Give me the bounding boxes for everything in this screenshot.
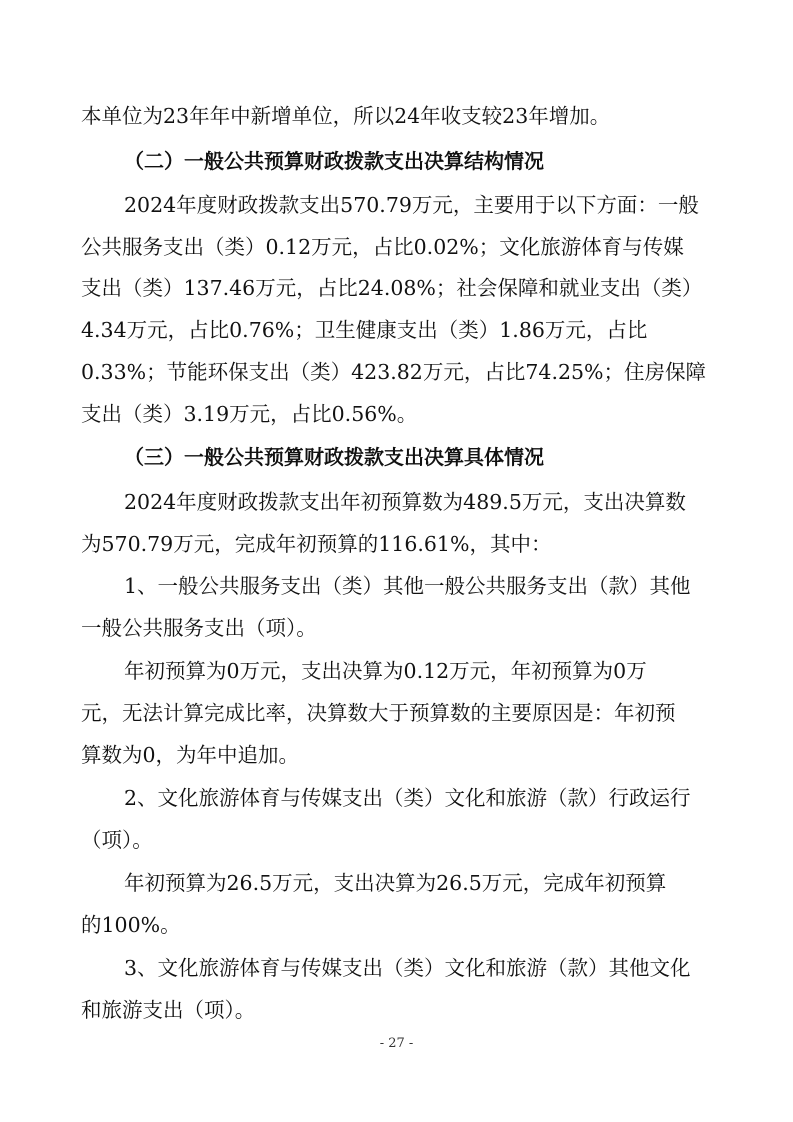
paragraph-line: [0, 905, 793, 945]
paragraph-line: [0, 566, 793, 606]
line-text: 3、文化旅游体育与传媒支出（类）文化和旅游（款）其他文化: [124, 956, 691, 980]
paragraph-line: [0, 394, 793, 434]
paragraph-line: [0, 524, 793, 564]
line-text: 4.34万元，占比0.76%；卫生健康支出（类）1.86万元，占比: [81, 318, 648, 342]
heading-text: （二）一般公共预算财政拨款支出决算结构情况: [124, 149, 544, 173]
paragraph-line: [0, 310, 793, 350]
line-text: 2024年度财政拨款支出570.79万元，主要用于以下方面：一般: [124, 193, 699, 217]
line-text: 公共服务支出（类）0.12万元，占比0.02%；文化旅游体育与传媒: [81, 235, 684, 259]
paragraph-line: [0, 482, 793, 522]
paragraph-line: [0, 778, 793, 818]
paragraph-line: [0, 352, 793, 392]
line-text: 支出（类）137.46万元，占比24.08%；社会保障和就业支出（类）: [81, 276, 703, 300]
line-text: （项）。: [81, 828, 153, 852]
paragraph-line: [0, 735, 793, 775]
line-text: 0.33%；节能环保支出（类）423.82万元，占比74.25%；住房保障: [81, 360, 707, 384]
line-text: 元，无法计算完成比率，决算数大于预算数的主要原因是：年初预: [81, 701, 676, 725]
paragraph-line: [0, 990, 793, 1030]
line-text: 算数为0，为年中追加。: [81, 743, 300, 767]
paragraph-line: [0, 185, 793, 225]
paragraph-line: [0, 863, 793, 903]
line-text: 年初预算为0万元，支出决算为0.12万元，年初预算为0万: [124, 659, 647, 683]
section-heading: [0, 437, 793, 477]
section-heading: [0, 141, 793, 181]
line-text: 的100%。: [81, 913, 181, 937]
heading-text: （三）一般公共预算财政拨款支出决算具体情况: [124, 445, 544, 469]
line-text: 1、一般公共服务支出（类）其他一般公共服务支出（款）其他: [124, 574, 691, 598]
paragraph-line: [0, 227, 793, 267]
line-text: 一般公共服务支出（项）。: [81, 616, 317, 640]
line-text: 2、文化旅游体育与传媒支出（类）文化和旅游（款）行政运行: [124, 786, 691, 810]
line-text: 本单位为23年年中新增单位，所以24年收支较23年增加。: [81, 104, 611, 128]
paragraph-line: [0, 268, 793, 308]
paragraph-line: [0, 608, 793, 648]
page-number: - 27 -: [379, 1036, 414, 1051]
paragraph-line: [0, 820, 793, 860]
line-text: 为570.79万元，完成年初预算的116.61%，其中：: [81, 532, 552, 556]
paragraph-line: [0, 693, 793, 733]
paragraph-line: [0, 651, 793, 691]
line-text: 2024年度财政拨款支出年初预算数为489.5万元，支出决算数: [124, 490, 686, 514]
line-text: 年初预算为26.5万元，支出决算为26.5万元，完成年初预算: [124, 871, 667, 895]
paragraph-line: [0, 96, 793, 136]
paragraph-line: [0, 948, 793, 988]
line-text: 和旅游支出（项）。: [81, 998, 256, 1022]
line-text: 支出（类）3.19万元，占比0.56%。: [81, 402, 418, 426]
